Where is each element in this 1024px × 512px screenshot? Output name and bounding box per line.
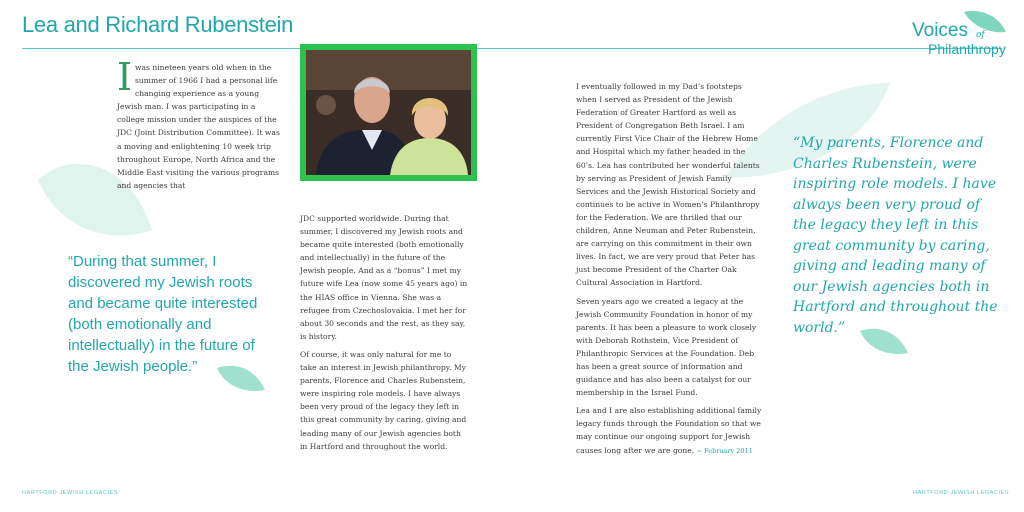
article-col3-p2: Seven years ago we created a legacy at the Jewish Community Foundation in honor of my parents. It has been a pleasure to work closely with Deborah Rothstein, Vice President of Philanthropic Services at the Foundation. Deb has been a great source of information and guidance and has also been a catalyst for our membership in the Israel Fund. bbox=[576, 296, 757, 398]
article-col3-p3: Lea and I are also establishing additional family legacy funds through the Foundation so that we may continue our ongoing support for Jewish causes long after we are gone. bbox=[576, 406, 762, 455]
logo-text-voices: Voices bbox=[912, 20, 968, 41]
pull-quote-left: “During that summer, I discovered my Jewish roots and became quite interested (both emotionally and intellectually) in the future of the Jewish people.” bbox=[68, 253, 258, 375]
photo-frame bbox=[300, 44, 477, 181]
article-col2-p1: JDC supported worldwide. During that summer, I discovered my Jewish roots and became quite interested (both emotionally and intellectually) in the future of the Jewish people. And as a “bonus” I met my future wife Lea (now some 45 years ago) in the HIAS office in Vienna. She was a refugee from Czechoslovakia. I met her for about 30 seconds and the rest, as they say, is history. bbox=[300, 214, 468, 341]
article-column-1 bbox=[117, 55, 285, 192]
article-col3-p1: I eventually followed in my Dad’s footsteps when I served as President of the Jewish Federation of Greater Hartford as well as President of Congregation Beth Israel. I am currently First Vice Chair of the Hebrew Home and Hospital which my father headed in the 60’s. Lea has contributed her wonderful talents by serving as President of Jewish Family Services and the Jewish Historical Society and continues to be active in Women’s Philanthropy for the Federation. We are thrilled that our children, Anne Neuman and Peter Rubenstein, are carrying on this commitment in their own lives. In fact, we are very proud that Peter has just become President of the Charter Oak Cultural Association in Hartford. bbox=[576, 82, 760, 288]
voices-logo bbox=[898, 14, 1008, 64]
drop-cap: I bbox=[117, 55, 133, 99]
article-col2-p2: Of course, it was only natural for me to take an interest in Jewish philanthropy. My parents, Florence and Charles Rubenstein, were inspiring role models. I have always been very proud of the legacy they left in this great community by caring, giving and leading many of our Jewish agencies both in Hartford and throughout the world. bbox=[300, 349, 467, 451]
logo-text-philanthropy: Philanthropy bbox=[928, 41, 1006, 57]
article-column-2 bbox=[300, 212, 468, 458]
signature-date: ~ February 2011 bbox=[696, 446, 753, 455]
footer-right: HARTFORD JEWISH LEGACIES bbox=[913, 490, 1010, 496]
logo-text-of: of bbox=[976, 30, 985, 40]
page-title: Lea and Richard Rubenstein bbox=[22, 12, 294, 37]
couple-photo-icon bbox=[306, 50, 471, 175]
title-rule bbox=[22, 48, 1002, 49]
footer-left: HARTFORD JEWISH LEGACIES bbox=[22, 490, 119, 496]
article-column-3 bbox=[576, 80, 762, 463]
article-col1-text: was nineteen years old when in the summer of 1966 I had a personal life changing experience as a young Jewish man. I was participating in a college mission under the auspices of the JDC (Joint Distribution Committee). It was a moving and enlightening 10 week trip throughout Europe, North Africa and the Middle East visiting the various programs and agencies that bbox=[117, 63, 280, 190]
pull-quote-right: “My parents, Florence and Charles Rubenstein, were inspiring role models. I have always been very proud of the legacy they left in this great community by caring, giving and leading many of our Jewish agencies both in Hartford and throughout the world.” bbox=[793, 135, 998, 336]
